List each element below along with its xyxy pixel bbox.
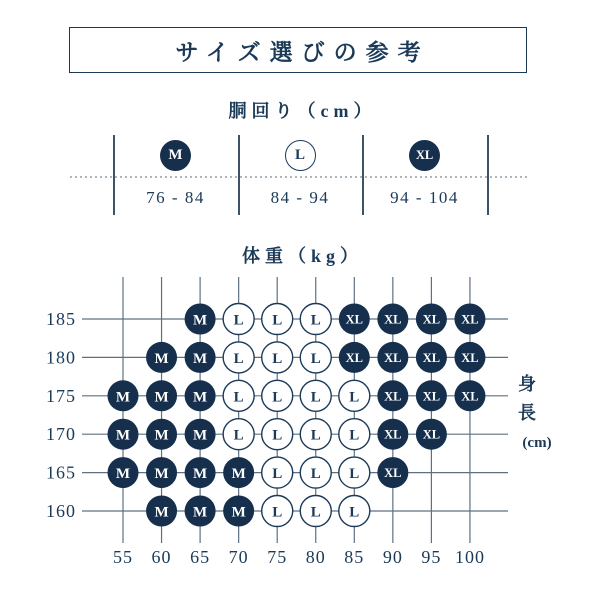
size-cell-label: L [272,312,283,329]
x-axis-label-60: 60 [151,547,172,567]
waist-size-badge-l: L [285,140,316,171]
size-cell-label: L [233,350,244,367]
right-axis-label-line-1: 長 [518,403,536,423]
size-cell-label: L [310,504,321,521]
size-cell-label: XL [384,312,402,327]
size-cell-label: L [310,427,321,444]
size-cell-label: L [310,312,321,329]
y-axis-label-180: 180 [46,347,76,368]
size-cell-label: M [193,466,208,483]
size-cell-label: M [115,466,131,483]
waist-range-m: 76 - 84 [146,188,205,207]
waist-range-l: 84 - 94 [270,188,330,207]
size-cell-label: M [193,350,208,367]
right-axis-label-line-0: 身 [518,374,536,394]
x-axis-label-80: 80 [305,547,326,567]
page-title: サイズ選びの参考 [175,39,430,65]
x-axis-label-100: 100 [454,547,485,567]
size-cell-label: XL [422,350,441,365]
size-cell-label: M [154,350,169,367]
size-cell-label: L [272,504,283,521]
size-cell-label: XL [345,312,363,327]
size-cell-label: M [231,504,246,521]
size-cell-label: XL [461,350,479,365]
x-axis-label-65: 65 [190,547,211,567]
size-cell-label: L [233,389,244,406]
size-cell-label: XL [461,389,479,404]
size-cell-label: XL [461,312,479,327]
size-cell-label: XL [384,350,402,365]
size-cell-label: M [193,427,208,444]
size-cell-label: L [349,427,360,444]
size-cell-label: XL [422,312,441,327]
size-cell-label: XL [384,427,402,442]
waist-size-badge-xl: XL [409,140,440,171]
size-cell-label: M [154,504,169,521]
size-cell-label: M [115,389,131,406]
size-cell-label: XL [384,389,402,404]
waist-section-heading: 胴回り（cm） [228,101,377,121]
size-cell-label: M [193,504,208,521]
x-axis-label-90: 90 [382,547,403,567]
waist-range-xl: 94 - 104 [390,188,459,207]
size-cell-label: M [193,389,208,406]
size-cell-label: M [154,466,169,483]
size-cell-label: L [349,389,360,406]
size-cell-label: XL [422,427,441,442]
size-cell-label: L [310,350,321,367]
y-axis-label-185: 185 [46,309,76,329]
size-cell-label: XL [345,350,363,365]
y-axis-label-175: 175 [46,385,76,406]
x-axis-label-70: 70 [228,547,249,567]
x-axis-label-55: 55 [113,547,133,567]
x-axis-label-85: 85 [344,547,365,567]
x-axis-label-95: 95 [421,547,442,567]
right-axis-label-line-2: (cm) [522,435,552,451]
size-cell-label: L [233,312,244,329]
size-cell-label: M [154,389,169,406]
size-cell-label: L [310,466,321,483]
x-axis-label-75: 75 [267,547,288,567]
size-cell-label: L [272,427,283,444]
size-cell-label: L [310,389,321,406]
size-cell-label: L [233,427,244,444]
size-cell-label: L [349,466,360,483]
y-axis-label-160: 160 [46,501,76,521]
size-cell-label: XL [422,389,441,404]
size-cell-label: XL [384,466,402,481]
size-cell-label: M [231,466,246,483]
size-cell-label: L [272,350,283,367]
size-cell-label: L [272,389,283,406]
size-cell-label: M [115,427,131,444]
weight-section-heading: 体重（kg） [241,246,363,266]
y-axis-label-165: 165 [46,462,76,483]
size-cell-label: L [349,504,360,521]
size-cell-label: L [272,466,283,483]
waist-size-badge-m: M [160,140,191,171]
size-cell-label: M [154,427,169,444]
size-cell-label: M [193,312,208,329]
y-axis-label-170: 170 [46,424,76,445]
